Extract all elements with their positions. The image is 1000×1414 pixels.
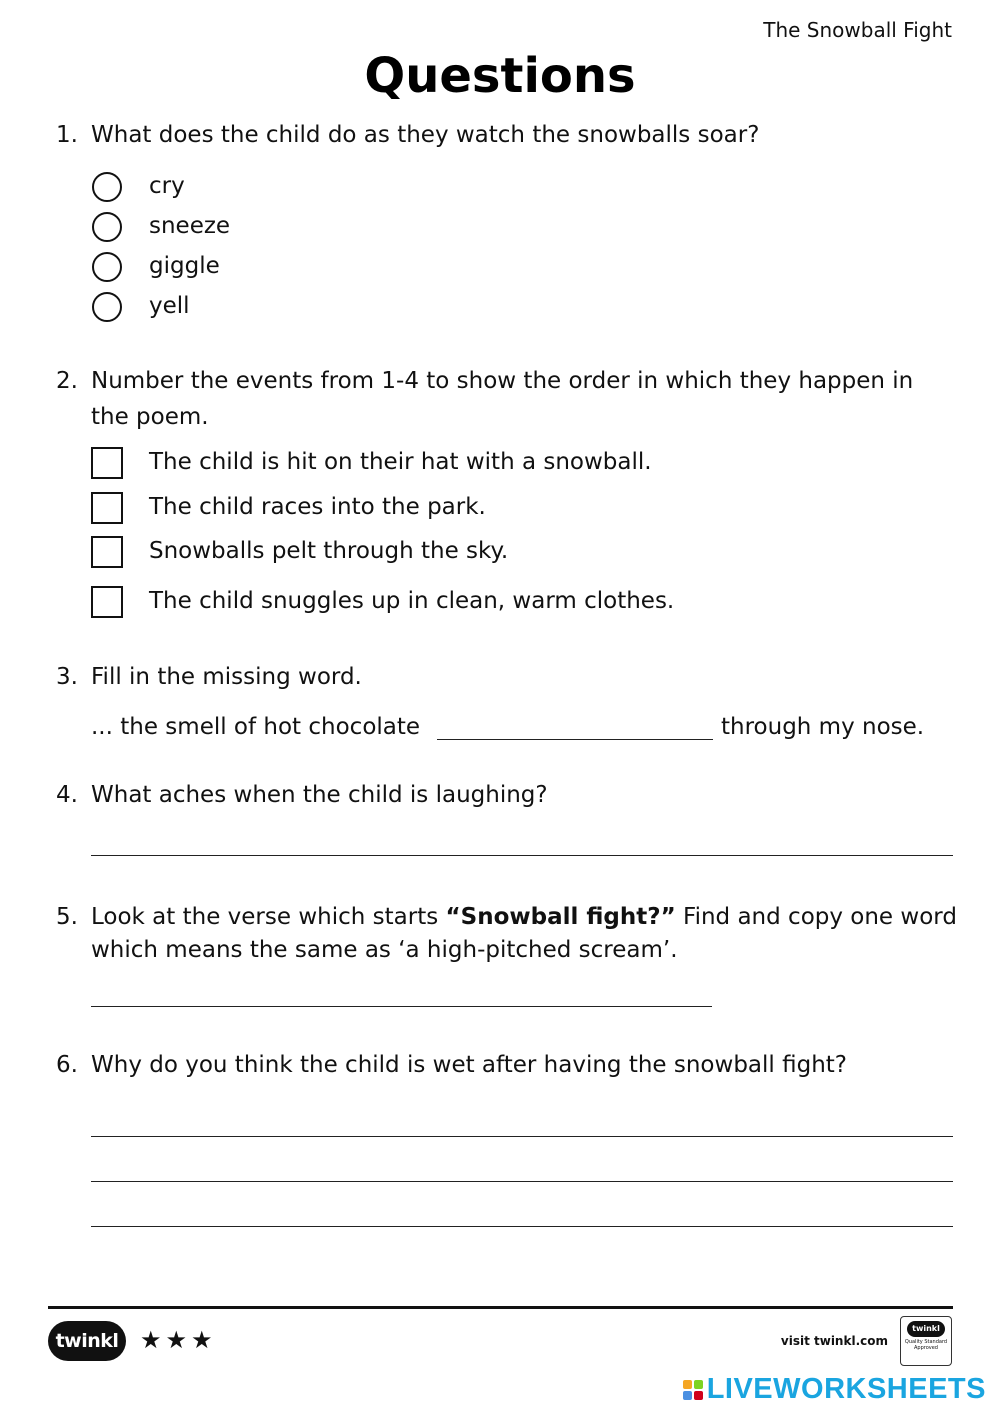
option-cry-label: cry: [149, 173, 185, 199]
option-cry-radio[interactable]: [92, 172, 122, 202]
question-5-text-line2: which means the same as ‘a high-pitched scream’.: [91, 937, 678, 963]
event-4-number-box[interactable]: [91, 586, 123, 618]
question-5-text-pre: Look at the verse which starts: [91, 904, 446, 930]
question-5-quoted-verse: “Snowball fight?”: [445, 904, 676, 930]
question-3-sentence-start: ... the smell of hot chocolate: [91, 714, 421, 740]
question-5-number: 5.: [56, 904, 78, 930]
event-2-number-box[interactable]: [91, 492, 123, 524]
event-4-text: The child snuggles up in clean, warm clothes.: [149, 588, 675, 614]
event-3-text: Snowballs pelt through the sky.: [149, 538, 509, 564]
question-2-number: 2.: [56, 368, 78, 394]
event-1-text: The child is hit on their hat with a snowball.: [149, 449, 652, 475]
question-3-text: Fill in the missing word.: [91, 664, 362, 690]
option-yell-radio[interactable]: [92, 292, 122, 322]
question-5-answer-line[interactable]: [91, 1006, 712, 1007]
question-3-number: 3.: [56, 664, 78, 690]
twinkl-logo: twinkl: [48, 1321, 126, 1361]
question-3-blank-line[interactable]: [437, 739, 713, 740]
question-6-answer-line-3[interactable]: [91, 1226, 953, 1227]
option-sneeze-radio[interactable]: [92, 212, 122, 242]
visit-link[interactable]: visit twinkl.com: [780, 1334, 888, 1348]
question-6-answer-line-2[interactable]: [91, 1181, 953, 1182]
question-5-text-line1: [91, 900, 957, 935]
event-2-text: The child races into the park.: [149, 494, 486, 520]
option-giggle-radio[interactable]: [92, 252, 122, 282]
liveworksheets-watermark: [683, 1373, 986, 1406]
question-1-text: What does the child do as they watch the snowballs soar?: [91, 122, 760, 148]
question-6-answer-line-1[interactable]: [91, 1136, 953, 1137]
question-2-text-line2: the poem.: [91, 404, 209, 430]
option-giggle-label: giggle: [149, 253, 220, 279]
option-sneeze-label: sneeze: [149, 213, 231, 239]
liveworksheets-icon: [683, 1380, 703, 1400]
event-1-number-box[interactable]: [91, 447, 123, 479]
option-yell-label: yell: [149, 293, 190, 319]
question-1-number: 1.: [56, 122, 78, 148]
page-title: Questions: [364, 48, 636, 104]
question-5-text-post: Find and copy one word: [675, 904, 957, 930]
question-6-number: 6.: [56, 1052, 78, 1078]
question-3-sentence-end: through my nose.: [721, 714, 925, 740]
question-4-answer-line[interactable]: [91, 855, 953, 856]
difficulty-stars: ★★★: [140, 1326, 217, 1354]
quality-standard-badge: [900, 1316, 952, 1366]
liveworksheets-text: LIVEWORKSHEETS: [706, 1373, 986, 1405]
footer-divider: [48, 1306, 953, 1309]
quality-badge-line1: Quality Standard: [904, 1339, 948, 1345]
event-3-number-box[interactable]: [91, 536, 123, 568]
quality-badge-line2: Approved: [914, 1345, 938, 1351]
question-6-text: Why do you think the child is wet after having the snowball fight?: [91, 1052, 847, 1078]
question-4-number: 4.: [56, 782, 78, 808]
worksheet-title: The Snowball Fight: [763, 18, 952, 42]
question-2-text-line1: Number the events from 1-4 to show the order in which they happen in: [91, 368, 914, 394]
question-4-text: What aches when the child is laughing?: [91, 782, 548, 808]
quality-badge-logo: twinkl: [907, 1321, 945, 1337]
